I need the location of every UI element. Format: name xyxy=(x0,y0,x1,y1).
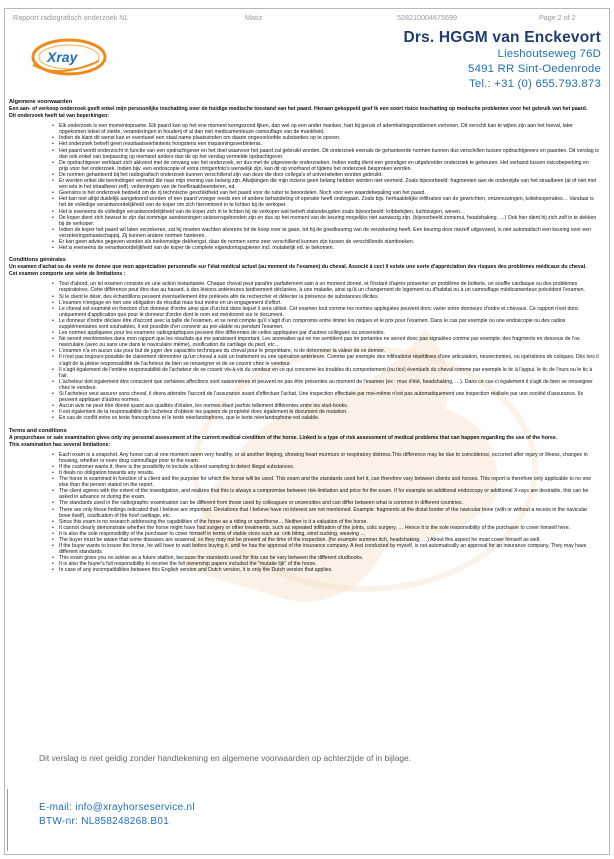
section-subtitle: Cet examen comporte une série de limitations : xyxy=(9,271,126,278)
list-item: • En cas de conflit entre ce texte francophone et le texte néerlandophone, que le texte néerlandophone est valable. xyxy=(59,415,599,421)
list-item: • Each exam is a snapshot. Any horse can at one moment seem very healthy, or at another limping, showing heart murmurs or respiratory distress.This difference may be due to coincidence, occurred after injury or illness, changes in housing, whether or even drug camouflage prior to the exam. xyxy=(59,452,599,464)
list-item: • Les normes appliquées pour les examens radiographiques peuvent être différentes de celles appliquées par d'autres collègues ou universités. xyxy=(59,330,599,336)
report-number: 528210004675699 xyxy=(397,13,457,22)
terms-section xyxy=(9,257,599,421)
list-item: • Elk onderzoek is een momentopname. Elk paard kan op het ene moment kerngezond lijken, dan wel op een ander manken, hart bij geruis of ademhalingsproblemen vertonen. Dit verschil kan te wijten zijn aan het toeval, later opgekomen letsel of ziekte, veranderingen in houderij of al dan niet medicamenteuze camouflage van de mankheid. xyxy=(59,123,599,135)
phone: Tel.: +31 (0) 655.793.873 xyxy=(469,78,601,90)
list-item: • The buyer must be aware that some diseases are seasonal, so they may not be present at the time of the inspection. (for example summer itch, headshaking, …) About this aspect he must cover himself as well. xyxy=(59,537,599,543)
list-item: • Het onderzoek betreft geen resultaatsverbintenis hoogstens een inspanningsverbintenis. xyxy=(59,141,599,147)
list-item: • It deals no obligation towards any results. xyxy=(59,470,599,476)
page-header-bar xyxy=(5,13,609,25)
section-subtitle: Dit onderzoek heeft tal van beperkingen: xyxy=(9,113,110,120)
section-title: Conditions générales xyxy=(9,257,66,264)
list-item: • Geensins is het onderzoek bedoeld om de rij technische geschiktheid van het paard voor de ruiter te beoordelen. Noch voor een waardebepaling van het paard. xyxy=(59,190,599,196)
list-item: • Het kan niet altijd duidelijk aangetoond worden of een paard vroeger reeds een of andere behandeling of operatie heeft ondergaan. Zoals bijv. herhaaldelijke infiltraties van de gewrichten, ontzenuwingen, kolieksoperaties… Vandaar is het de volledige verantwoordelijkheid van de koper om zich hieromtrent in te lichten bij de verkoper. xyxy=(59,196,599,208)
list-item: • Het is eveneens de volledige verantwoordelijkheid van de koper zich in te lichten bij de verkoper wat betreft stalondeugden zoals bijvoorbeeld: kribbebijten, luchtzuigen, weven… xyxy=(59,209,599,215)
doc-title: Rapport radiografisch onderzoek NL xyxy=(13,13,129,22)
list-item: • De opdrachtgever verklaart zich akkoord met de omvang van het onderzoek, en dus met de uitgevoerde onderzoeken. Indien nodig dient een grondiger en uitgebreider onderzoek te gebeuren. Het verband tussen risicobeperking en prijs voor het onderzoek. Indien bijv. een endoscopie of extra röntgenfoto's wenselijk zijn, kan dit op voorhand of tijdens het onderzoek besproken worden. xyxy=(59,160,599,172)
list-item: • Indien de koper het paard wil laten verzekeren, zal hij moeten wachten alvorens tot de koop over te gaan, tot hij de goedkeuring van de verzekering heeft. Een keuring door mezelf uitgevoerd, is niet automatisch een keuring voor een verzekeringsmaatschappij. Zij kunnen andere normen hanteren. xyxy=(59,227,599,239)
limitations-list xyxy=(9,123,599,251)
list-item: • The horse is examined in function of a client and the purpose for which the horse will be used. This exam and the standards used fort it, can therefore vary between clients and horses. This report is therefore only applicable to no one else than the person stated on the report. xyxy=(59,476,599,488)
list-item: • De koper dient zich bewust te zijn dat sommige aandoeningen seizoensgebonden zijn en dus op het moment van de keuring mogelijks niet aanwezig zijn. (bijvoorbeeld zomerrui, headshaking, …) Ook hier dient hij zich zelf in te dekken bij de verkoper. xyxy=(59,215,599,227)
list-item: • Si le client le désir, des échantillons peuvent éventuellement être prélevés afin de rechercher et détecter la présence de substances illicites. xyxy=(59,294,599,300)
list-item: • If the buyer wants to insure the horse, he will have to wait before buying it, until he has the approval of the insurance company. A test conducted by myself, is not automatically an approval for an insurance company. They may have different standards. xyxy=(59,543,599,555)
list-item: • There are only those findings indicated that I believe are important. Deviations that I believe have no interest are not mentioned. Example: fragments at the distal border of the navicular bone (with or without a recess in the navicular bone itself), ossification of the hoof cartilage, etc. xyxy=(59,507,599,519)
list-item: • The standards used in the radiographic examination can be different from those used by colleagues or universities and can differ between what is common in different countries. xyxy=(59,500,599,506)
section-intro: Un examen d'achat ou de vente ne donne que mon appréciation personnelle sur l'état médical actuel (au moment de l'examen) du cheval. Associé à ceci il existe une sorte d'appréciation des risques des problèmes médicaux du cheval. xyxy=(9,264,587,271)
list-item: • It is also the sole responsibility of the purchaser to cover himself in terms of stable vices such as: crib biting, wind sucking, weaving … xyxy=(59,531,599,537)
list-item: • Ne seront mentionnées dans mon rapport que les résultats qui me paraissent important. Les anomalies qui ne me semblent pas im portantes ne seront donc pas signalées comme par exemple: des fragments en dessous de l'os naviculaire (avec ou sans une dans le naviculaire même), ossification du cartilage du pied, etc… xyxy=(59,336,599,348)
list-item: • If the customer wants it, there is the possibility to include a blood sampling to detect illegal substances. xyxy=(59,464,599,470)
list-item: • Le cheval est examiné en fonction d'un donneur d'ordre ainsi que d'un but dans lequel il sera utilisé. Cet examen tout comme les normes appliquées peuvent donc varier entre donneurs d'ordre et chevaux. Ce rapport n'est donc uniquement d'application que pour le donneur d'ordre dont le nom est mentionné sur le document. xyxy=(59,306,599,318)
list-item: • It cannot clearly demonstrate whether the horse might have had surgery or other treatments, such as repeated infiltration of the joints, colic surgery, … Hence it is the sole responsibility of the purchaser to cover himself here. xyxy=(59,525,599,531)
list-item: • It is also the buyer's full responsibility to receive the full ownership papers included the "mutatie lijk" of the horse. xyxy=(59,561,599,567)
address-street: Lieshoutseweg 76D xyxy=(497,48,601,60)
list-item: • Aucun avis ne peut être donné quant aux qualités d'étalon, les normes étant parfois tellement différentes entre les stud-books. xyxy=(59,403,599,409)
list-item: • L'acheteur doit également être conscient que certaines affections sont saisonnières et peuvent ne pas être présentes au moment de l'examen (ex : mue d'été, headshaking, …). Dans ce cas-ci également il s'agit de bien se renseigner chez le vendeur. xyxy=(59,379,599,391)
list-item: • Si l'acheteur veut assurer sons cheval, il devra attendre l'accord de l'assurance avant d'effectuer l'achat. Une inspection effectuée par moi-même n'est pas automatiquement une inspection réalisée par une société d'assurance. Ils peuvent appliquer d'autres normes. xyxy=(59,391,599,403)
list-item: • Het paard wordt onderzocht in functie van een opdrachtgever en het doel waarvoor het paard zal gebruikt worden. Dit onderzoek evenals de gehanteerde normen kunnen dus verschillen tussen opdrachtgevers en paarden. Dit verslag is dan ook enkel van toepassing op niemand anders dan de op het verslag vermelde opdrachtgever. xyxy=(59,148,599,160)
xray-logo xyxy=(19,31,111,83)
practice-header xyxy=(391,29,601,92)
list-item: • L'examen n'engage en rien une obligation de résultat mais tout moins en un engagement d'effort. xyxy=(59,300,599,306)
validity-note: Dit verslag is niet geldig zonder handtekening en algemene voorwaarden op achterzijde of in bijlage. xyxy=(39,753,411,763)
list-item: • This exam gives you no advise as a future stallion, because the standards used for this can be vary between the different studbooks. xyxy=(59,555,599,561)
list-item: • In case of any incompatibilities between this English version and Dutch version, it is only the Dutch version that applies. xyxy=(59,567,599,573)
list-item: • Het is eveneens de verantwoordelijkheid van de koper de complete eigendomspapieren incl. mutatielijk ed. te bekomen. xyxy=(59,245,599,251)
list-item: • Il est également de la responsabilité de l'acheteur d'obtenir les papiers de propriété donc également le document de mutation. xyxy=(59,409,599,415)
limitations-list xyxy=(9,452,599,574)
header-field: Matiz xyxy=(245,13,263,22)
section-title: Terms and conditions xyxy=(9,427,67,434)
page-indicator: Page 2 of 2 xyxy=(539,13,576,22)
footer-vat: BTW-nr: NL858248268.B01 xyxy=(39,816,170,827)
list-item: • Il n'est pas toujours possible de clairement démontrer qu'un cheval a subi un traitement ou une opération antérieure. Comme par exemple des infiltrations répétitives d'une articulation, neurectomies, ou opérations de coliques. Dès lors il s'agit de la pleine responsabilité de l'acheteur de bien se renseigner et de se couvrir chez le vendeur. xyxy=(59,354,599,366)
list-item: • Il s'agit également de l'entière responsabilité de l'acheteur de se couvrir vis-à-vis du vendeur en ce qui concerne les troubles du comportement (ou tics) éventuels du cheval comme par exemple le tic à l'appui, le tic de l'ours ou le tic à l'air. xyxy=(59,367,599,379)
list-item: • Indien de klant dit wenst kan er eventueel een staal name plaatsvinden om daarin ongeoorloofde substanties op te sporen. xyxy=(59,135,599,141)
list-item: • Tout d'abord, un tel examen consiste en une action instantanée. Chaque cheval peut paraître parfaitement sain à un moment donné, et l'instant d'après présenter un problème de boiterie, un souffle cardiaque ou des problèmes respiratoires. Cette différence peut être due au hasard, à des lésions antérieures tardivement déclarées, à une maladie, ainsi qu'à un changement de logement ou d'habitat ou à un camouflage médicamenteux précédent l'examen. xyxy=(59,281,599,293)
list-item: • Since this exam is no research addressing the capabilities of the horse as a riding or sporthorse… Neither is it a valuation of the horse. xyxy=(59,519,599,525)
section-subtitle: This examination has several limitations: xyxy=(9,441,111,448)
address-city: 5491 RR Sint-Oedenrode xyxy=(468,63,601,75)
svg-text:Xray: Xray xyxy=(47,49,78,65)
footer-contact xyxy=(39,801,339,829)
terms-content xyxy=(9,99,599,578)
document-page xyxy=(4,8,610,855)
list-item: • Le donneur d'ordre déclare être d'accord avec la taille de l'examen, et se rend compte qu'il s'agit d'un compromis entre limiter les risques et le prix pour l'examen. Dans le cas par exemple ou une endoscopie ou des radios supplémentaires sont souhaitées, il est possible d'en convenir au pré-alable ou pendant l'examen. xyxy=(59,318,599,330)
section-intro: Een aan- of verkoop onderzoek geeft enkel mijn persoonlijke inschatting over de huidige medische toestand van het paard. Hieraan gekoppeld geef ik een soort risico inschatting op medische problemen voor het gebruik van het paard. xyxy=(9,106,588,112)
list-item: • Er worden enkel die bevindingen vermeld die naar mijn mening van belang zijn. Afwijkingen die mijn inziens geen belang hebben worden niet vermeld. Zoals bijvoorbeeld: fragmenten aan de onderzijde van het straalbeen (al of niet met een iets in het straalbeen zelf), verbeningen van de hoefkraakbeenderen, ed. xyxy=(59,178,599,190)
practice-name: Drs. HGGM van Enckevort xyxy=(403,29,601,46)
list-item: • De normen gehanteerd bij het radiografisch onderzoek kunnen verschillend zijn van deze die door collega's of universiteiten worden gebruikt. xyxy=(59,172,599,178)
list-item: • The client agrees with the extent of the investigation, and realizes that this is always a compromise between risk-limitation and price for the exam. If for example an additional endoscopy or additional X-rays are desirable, this can be asked in advance or during the exam. xyxy=(59,488,599,500)
terms-section xyxy=(9,428,599,574)
section-title: Algemene voorwaarden xyxy=(9,99,73,105)
list-item: • Er kan geen advies gegeven worden als toekomstige dekhengst, daar de normen soms zeer verschillend kunnen zijn tussen de verschillende stamboeken. xyxy=(59,239,599,245)
section-intro: A prepurchase or sale examination gives only my personal assessment of the current medical condition of the horse. Linked is a type of risk assessment of medical problems that can happen regarding the use of the horse. xyxy=(9,434,558,441)
footer-divider xyxy=(7,789,8,851)
limitations-list xyxy=(9,281,599,421)
footer-email: E-mail: info@xrayhorseservice.nl xyxy=(39,802,195,813)
list-item: • L'examen n'a en aucun cas pour but de juger des capacités techniques du cheval pour le propriétaire, ni de déterminer la valeur de ce dernier. xyxy=(59,348,599,354)
terms-section xyxy=(9,99,599,251)
